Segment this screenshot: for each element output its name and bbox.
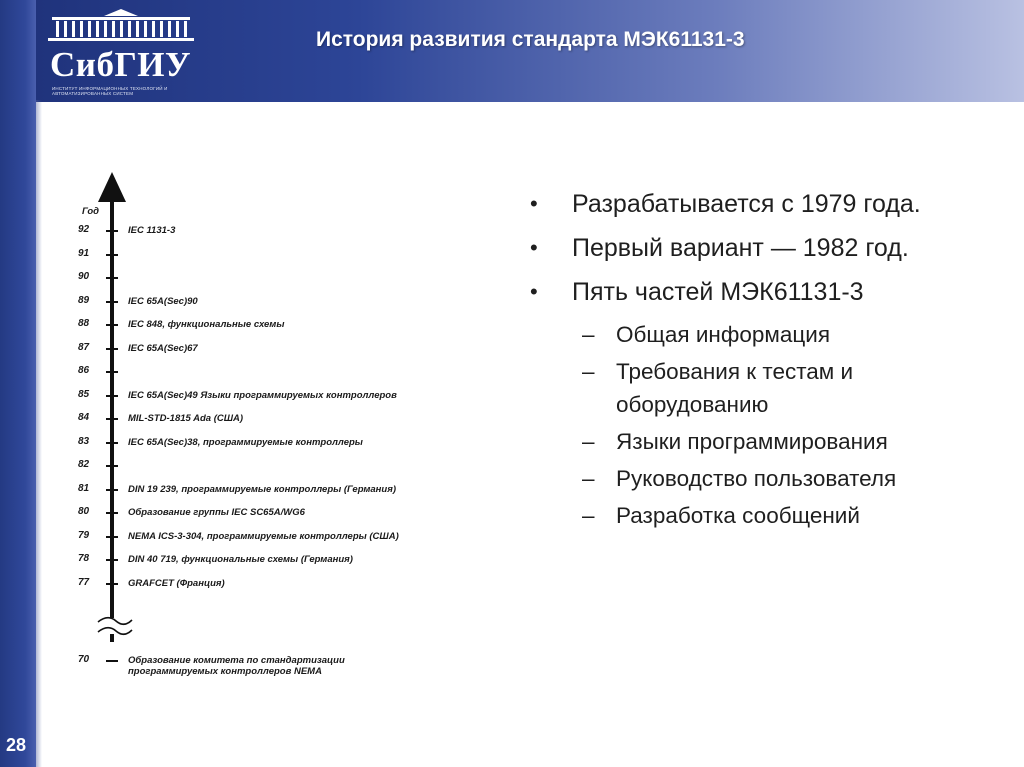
timeline-tick (106, 536, 118, 538)
timeline-tick (106, 512, 118, 514)
sub-item-text: Руководство пользователя (616, 466, 897, 491)
timeline-year: 87 (78, 341, 90, 353)
bullet-text: Первый вариант — 1982 год. (572, 234, 909, 262)
bullet-item (530, 230, 1000, 266)
sub-item (530, 355, 1000, 421)
timeline-tick (106, 442, 118, 444)
timeline-year: 81 (78, 482, 90, 494)
timeline-year-label: Год (82, 206, 100, 217)
side-band-shadow (36, 100, 42, 767)
bullet-text: Разрабатывается с 1979 года. (572, 190, 921, 218)
timeline-event: Образование группы IEC SC65A/WG6 (128, 507, 305, 518)
dash-icon: – (582, 466, 595, 491)
timeline-event: NEMA ICS-3-304, программируемые контроллеры (США) (128, 530, 399, 542)
sub-item (530, 499, 1000, 532)
timeline-event: IEC 848, функциональные схемы (128, 319, 285, 330)
timeline-year: 80 (78, 506, 90, 517)
timeline-tick (106, 465, 118, 467)
timeline-year: 92 (78, 224, 90, 235)
timeline-tick (106, 418, 118, 420)
slide-header (0, 0, 1024, 102)
timeline-tick (106, 660, 118, 662)
timeline-year: 86 (78, 365, 90, 376)
timeline-year: 89 (78, 294, 90, 306)
bullet-text: Пять частей МЭК61131-3 (572, 278, 864, 306)
timeline-year: 82 (78, 459, 90, 470)
dash-icon: – (582, 503, 595, 528)
timeline-year: 78 (78, 553, 90, 564)
axis-break-icon (94, 612, 134, 642)
timeline-tick (106, 371, 118, 373)
university-logo (48, 8, 194, 98)
building-logo-icon (48, 8, 194, 42)
sub-item (530, 425, 1000, 458)
sub-item-text: Общая информация (616, 322, 831, 347)
bullet-icon: • (530, 235, 538, 260)
logo-name: СибГИУ (50, 45, 192, 84)
bullet-item (530, 274, 1000, 310)
timeline-event: IEC 65A(Sec)38, программируемые контроллеры (128, 436, 363, 448)
timeline-event: Образование комитета по стандартизации программируемых контроллеров NEMA (128, 655, 345, 677)
timeline-figure (70, 172, 500, 692)
logo-subtitle: ИНСТИТУТ ИНФОРМАЦИОННЫХ ТЕХНОЛОГИЙ И АВТОМАТИЗИРОВАННЫХ СИСТЕМ (52, 86, 168, 96)
dash-icon: – (582, 322, 595, 347)
timeline-event: IEC 1131-3 (128, 225, 176, 236)
timeline-year: 84 (78, 412, 90, 423)
sub-item-text: Требования к тестам и оборудованию (616, 359, 854, 417)
timeline-tick (106, 230, 118, 232)
timeline-tick (106, 395, 118, 397)
timeline-year: 90 (78, 271, 90, 282)
timeline-tick (106, 254, 118, 256)
timeline-tick (106, 301, 118, 303)
timeline-event: DIN 19 239, программируемые контроллеры (Германия) (128, 483, 396, 495)
timeline-tick (106, 277, 118, 279)
page-number: 28 (6, 735, 27, 755)
timeline-year: 85 (78, 388, 90, 400)
timeline-axis (110, 192, 114, 637)
dash-icon: – (582, 359, 595, 384)
timeline-year: 91 (78, 247, 90, 259)
timeline-event: DIN 40 719, функциональные схемы (Германия) (128, 554, 353, 565)
timeline-tick (106, 583, 118, 585)
timeline-event: IEC 65A(Sec)67 (128, 342, 198, 354)
timeline-tick (106, 559, 118, 561)
sub-item (530, 462, 1000, 495)
sub-item-text: Разработка сообщений (616, 503, 860, 528)
timeline-event: IEC 65A(Sec)90 (128, 295, 198, 307)
timeline-event: GRAFCET (Франция) (128, 577, 225, 589)
bullet-icon: • (530, 191, 538, 216)
timeline-year: 77 (78, 576, 90, 588)
timeline-year: 83 (78, 435, 90, 447)
timeline-year: 88 (78, 318, 90, 329)
bullet-icon: • (530, 279, 538, 304)
side-band (0, 0, 36, 767)
timeline-tick (106, 324, 118, 326)
timeline-year: 70 (78, 654, 90, 665)
timeline-event: IEC 65A(Sec)49 Языки программируемых контроллеров (128, 389, 397, 401)
slide-title: История развития стандарта МЭК61131-3 (316, 28, 745, 51)
timeline-tick (106, 348, 118, 350)
timeline-tick (106, 489, 118, 491)
timeline-year: 79 (78, 529, 90, 541)
sub-item-text: Языки программирования (616, 429, 888, 454)
dash-icon: – (582, 429, 595, 454)
timeline-event: MIL-STD-1815 Ada (США) (128, 413, 244, 424)
sub-item (530, 318, 1000, 351)
slide-content (530, 186, 1000, 536)
bullet-item (530, 186, 1000, 222)
